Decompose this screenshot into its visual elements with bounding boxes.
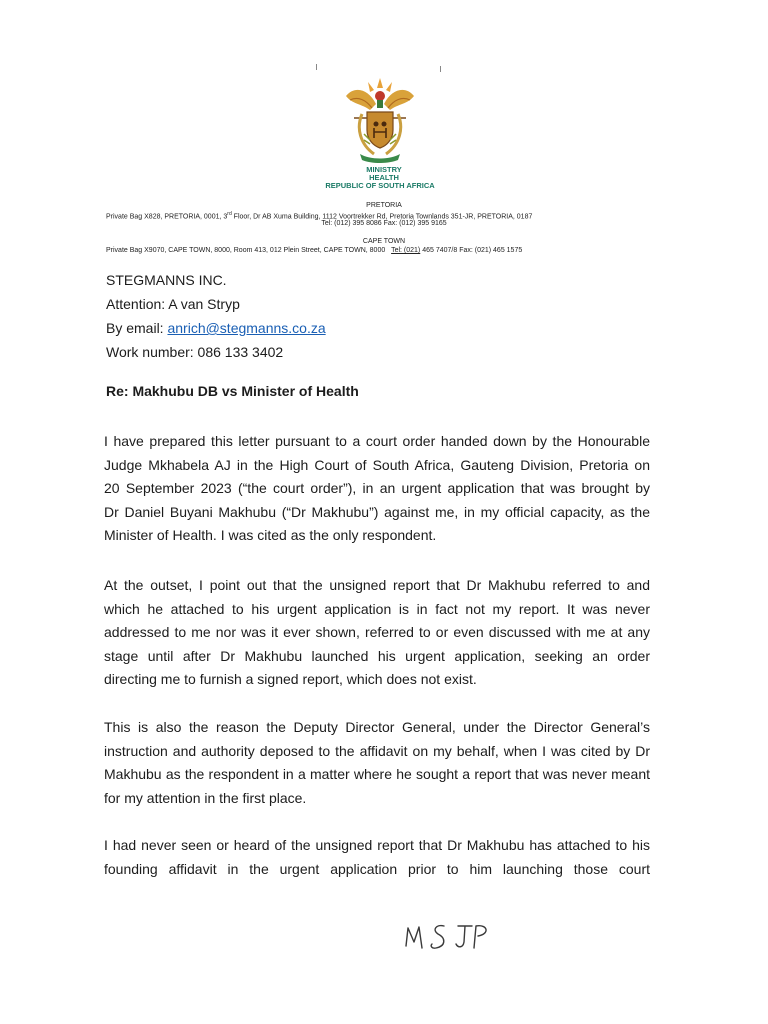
paragraph-line: founding affidavit in the urgent application prior to him launching those court <box>104 860 650 877</box>
paragraph-line: Judge Mkhabela AJ in the High Court of South Africa, Gauteng Division, Pretoria on <box>104 456 650 473</box>
body-paragraph <box>104 574 650 692</box>
recipient-email-link[interactable]: anrich@stegmanns.co.za <box>167 320 326 336</box>
body-paragraph <box>104 716 650 810</box>
coat-of-arms-icon <box>340 74 420 166</box>
paragraph-line: At the outset, I point out that the unsigned report that Dr Makhubu referred to and <box>104 577 650 593</box>
cape-town-address: Private Bag X9070, CAPE TOWN, 8000, Room 413, 012 Plein Street, CAPE TOWN, 8000 Tel: (021) 465 7407/8 Fax: (021) 465 1575 <box>106 247 523 254</box>
paragraph-line: Dr Daniel Buyani Makhubu (“Dr Makhubu”) against me, in my official capacity, as the <box>104 503 650 520</box>
ministry-line: REPUBLIC OF SOUTH AFRICA <box>325 181 435 190</box>
recipient-work-number: Work number: 086 133 3402 <box>106 344 284 360</box>
handwritten-initials <box>402 918 494 954</box>
scan-speck <box>440 66 441 72</box>
subject-line: Re: Makhubu DB vs Minister of Health <box>106 383 359 399</box>
ministry-line: MINISTRY <box>366 165 402 174</box>
cape-town-city: CAPE TOWN <box>362 238 406 245</box>
body-paragraph <box>104 834 650 881</box>
paragraph-line: This is also the reason the Deputy Director General, under the Director General’s <box>104 719 650 735</box>
pretoria-city: PRETORIA <box>366 202 402 209</box>
paragraph-line: addressed to me nor was it ever shown, referred to or even discussed with me at any <box>104 624 650 640</box>
paragraph-line: I have prepared this letter pursuant to a court order handed down by the Honourable <box>104 433 650 449</box>
paragraph-line: I had never seen or heard of the unsigned report that Dr Makhubu has attached to his <box>104 837 650 853</box>
recipient-attention: Attention: A van Stryp <box>106 296 240 312</box>
paragraph-line: 20 September 2023 (“the court order”), in an urgent application that was brought by <box>104 480 650 496</box>
ministry-line: HEALTH <box>369 173 399 182</box>
paragraph-line: for my attention in the first place. <box>104 789 307 806</box>
recipient-company: STEGMANNS INC. <box>106 272 227 288</box>
scan-speck <box>316 64 317 70</box>
body-paragraph <box>104 430 650 548</box>
paragraph-line: which he attached to his urgent application is in fact not my report. It was never <box>104 600 650 617</box>
paragraph-line: stage until after Dr Makhubu launched his urgent application, seeking an order <box>104 647 650 664</box>
paragraph-line: directing me to furnish a signed report, which does not exist. <box>104 671 477 687</box>
paragraph-line: instruction and authority deposed to the affidavit on my behalf, when I was cited by Dr <box>104 742 650 759</box>
paragraph-line: Minister of Health. I was cited as the only respondent. <box>104 527 437 543</box>
pretoria-address: Private Bag X828, PRETORIA, 0001, 3rd Floor, Dr AB Xuma Building, 1112 Voortrekker Rd, Pretoria Townlands 351-JR, PRETORIA, 0187 <box>106 211 533 221</box>
recipient-email-line: By email: anrich@stegmanns.co.za <box>106 320 326 336</box>
paragraph-line: Makhubu as the respondent in a matter where he sought a report that was never meant <box>104 766 650 782</box>
pretoria-phone: Tel: (012) 395 8086 Fax: (012) 395 9165 <box>321 220 447 227</box>
